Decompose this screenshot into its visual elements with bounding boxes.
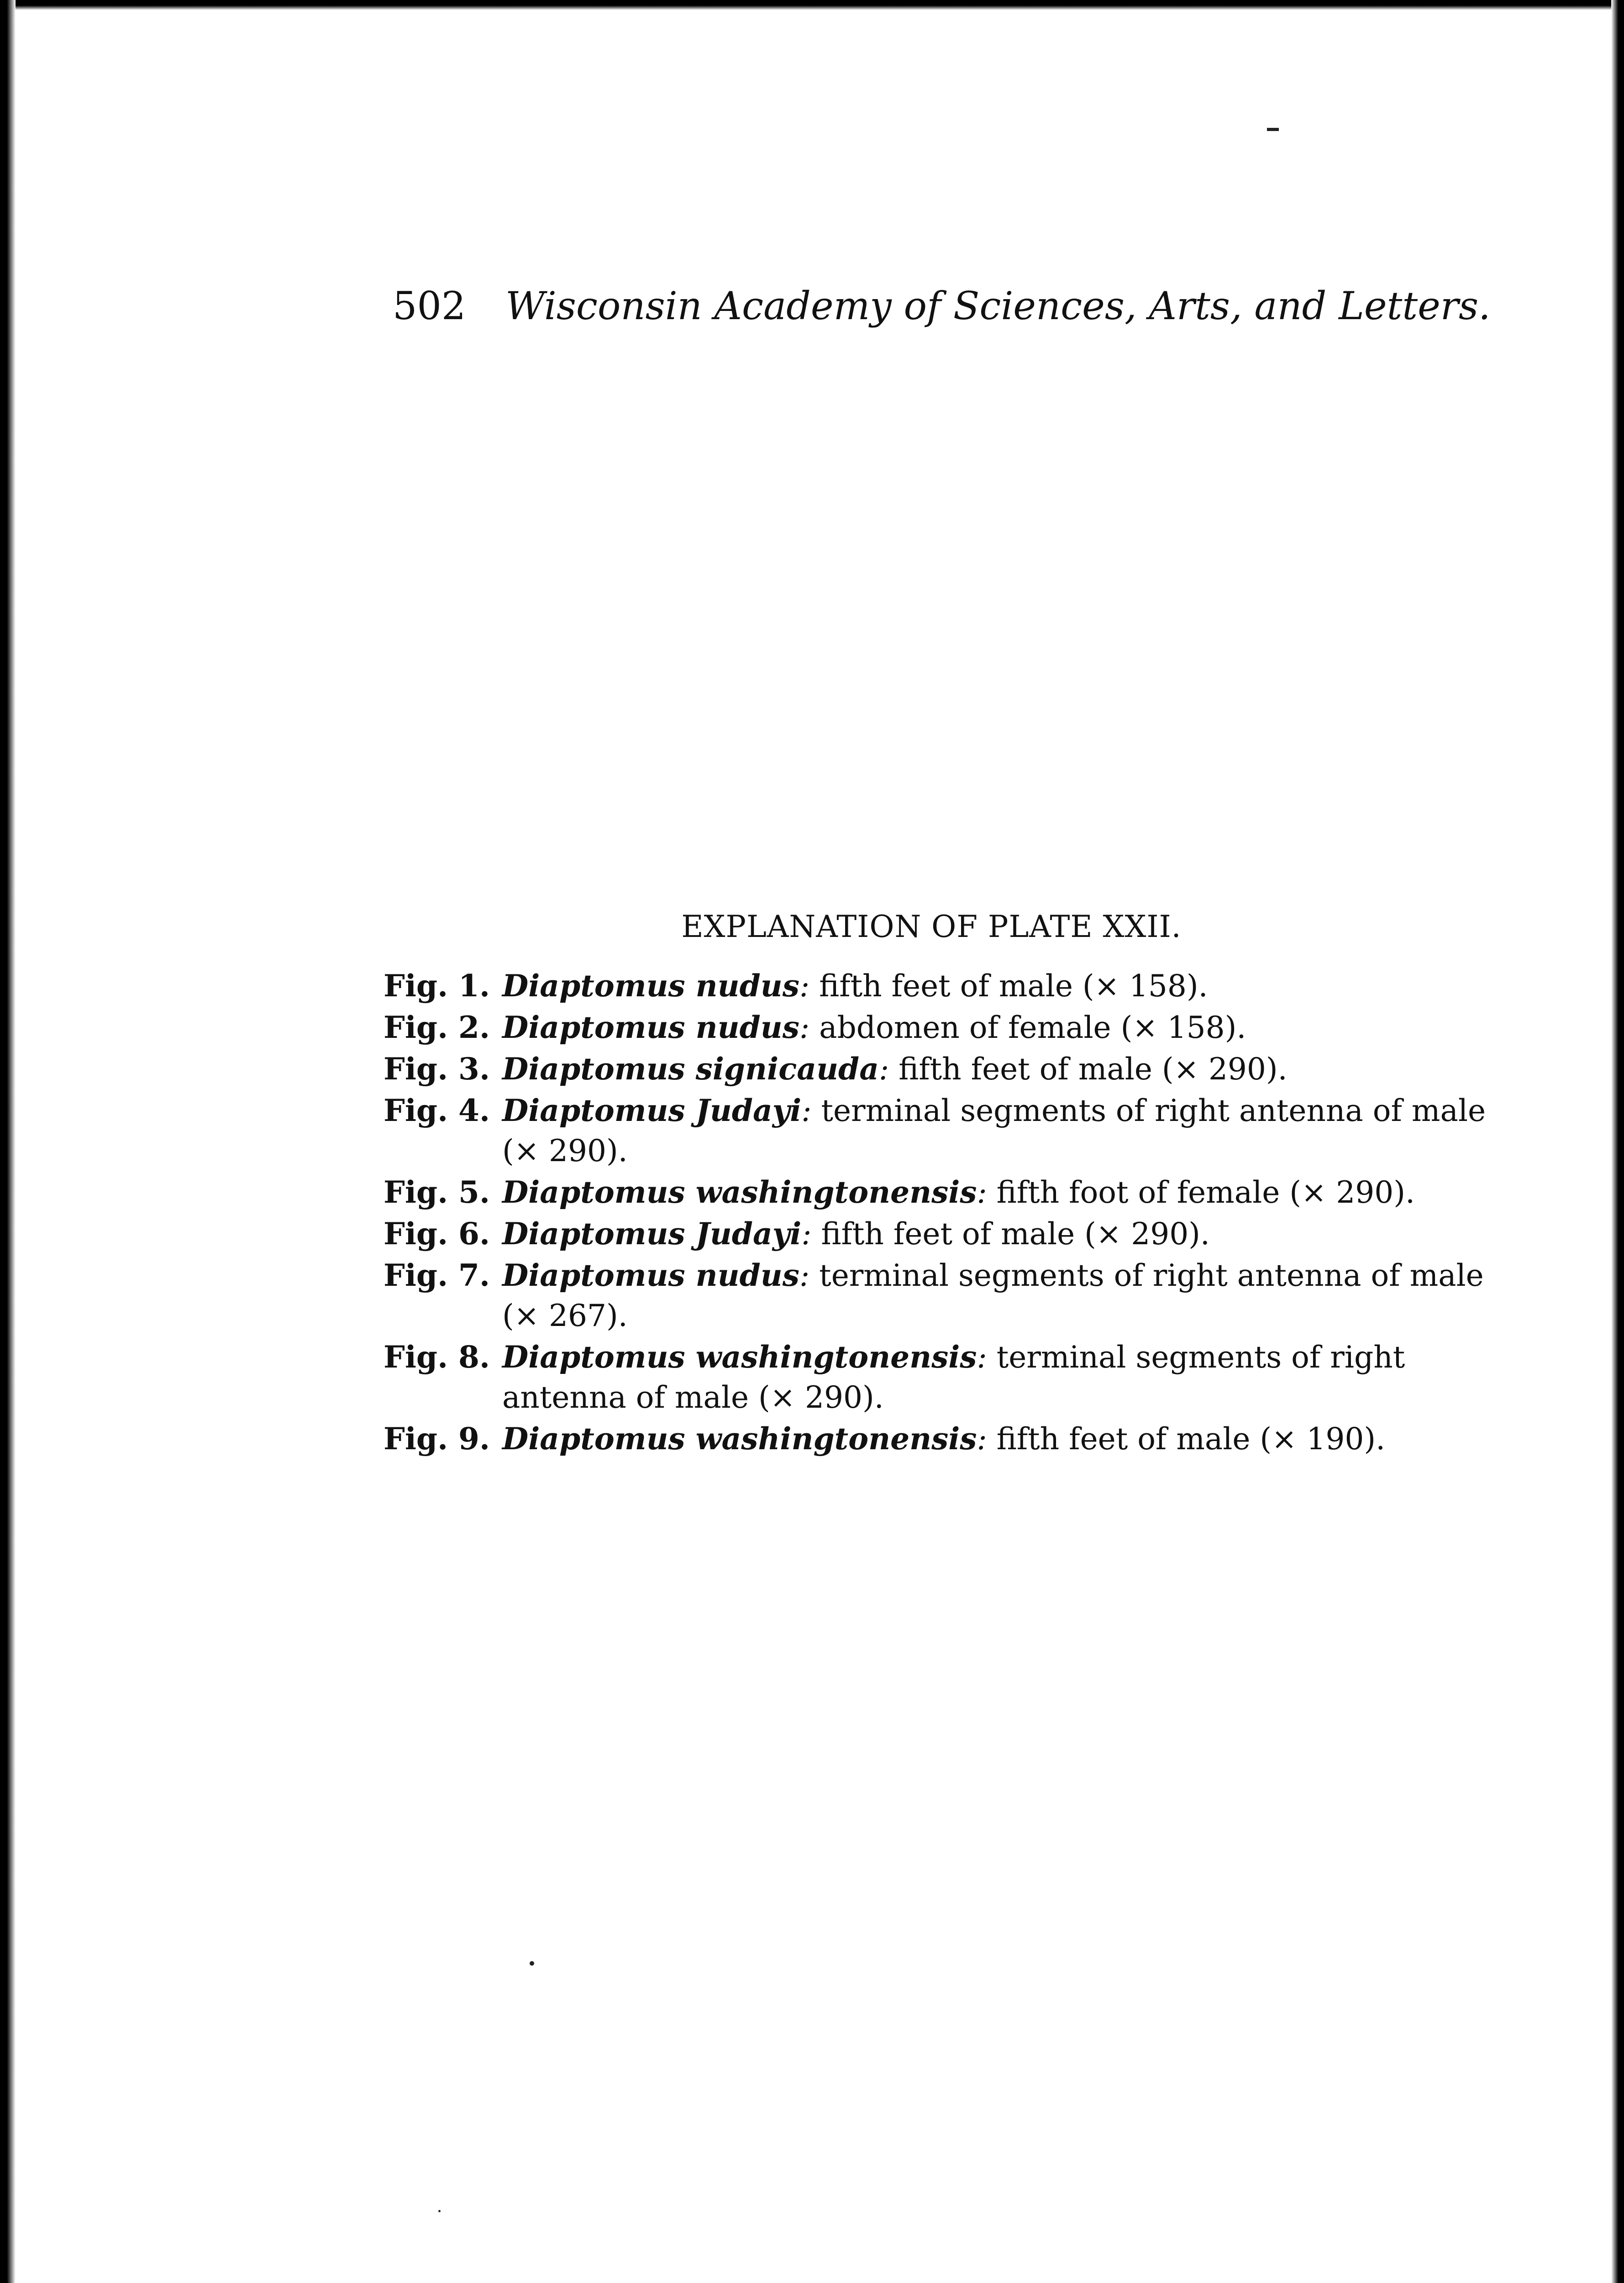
figure-description: terminal segments of right antenna of male (× 290). (502, 1093, 1486, 1168)
figure-description: fifth feet of male (× 290). (821, 1216, 1210, 1252)
scan-edge-left (0, 0, 16, 2283)
species-name: Diaptomus nudus (502, 1257, 799, 1293)
species-name: Diaptomus Judayi (502, 1093, 802, 1128)
figure-description: abdomen of female (× 158). (819, 1010, 1246, 1045)
figure-description: terminal segments of right antenna of male (× 290). (502, 1340, 1405, 1415)
figure-label: Fig. 4. (384, 1093, 490, 1128)
figure-entry: Fig. 3. Diaptomus signicauda: fifth feet of male (× 290). (384, 1049, 1488, 1089)
figure-label: Fig. 8. (384, 1339, 490, 1375)
figure-entry: Fig. 8. Diaptomus washingtonensis: terminal segments of right antenna of male (× 290). (384, 1337, 1488, 1418)
species-name: Diaptomus washingtonensis (502, 1174, 977, 1210)
figure-description: fifth feet of male (× 158). (819, 968, 1208, 1004)
scan-edge-top (0, 0, 1624, 10)
figure-entry: Fig. 6. Diaptomus Judayi: fifth feet of male (× 290). (384, 1214, 1488, 1254)
species-name: Diaptomus washingtonensis (502, 1421, 977, 1457)
scan-speck (530, 1961, 534, 1966)
scan-speck (438, 2210, 441, 2212)
figure-label: Fig. 3. (384, 1051, 490, 1087)
plate-title: EXPLANATION OF PLATE XXII. (681, 909, 1182, 944)
figure-label: Fig. 9. (384, 1421, 490, 1457)
figure-entry: Fig. 5. Diaptomus washingtonensis: fifth foot of female (× 290). (384, 1172, 1488, 1213)
figure-description: fifth feet of male (× 290). (899, 1052, 1288, 1087)
page-number: 502 (393, 284, 466, 328)
figure-label: Fig. 6. (384, 1216, 490, 1252)
figure-legend (384, 966, 1488, 1460)
species-name: Diaptomus Judayi (502, 1216, 802, 1252)
figure-label: Fig. 2. (384, 1010, 490, 1045)
figure-entry: Fig. 2. Diaptomus nudus: abdomen of female (× 158). (384, 1007, 1488, 1048)
running-head (393, 279, 1491, 333)
scan-mark (1267, 128, 1279, 131)
figure-entry: Fig. 9. Diaptomus washingtonensis: fifth feet of male (× 190). (384, 1419, 1488, 1459)
figure-description: terminal segments of right antenna of male (× 267). (502, 1258, 1484, 1333)
figure-description: fifth foot of female (× 290). (996, 1175, 1415, 1210)
scan-edge-right (1611, 0, 1624, 2283)
figure-label: Fig. 1. (384, 968, 490, 1004)
species-name: Diaptomus nudus (502, 1010, 799, 1045)
species-name: Diaptomus washingtonensis (502, 1339, 977, 1375)
species-name: Diaptomus nudus (502, 968, 799, 1004)
figure-label: Fig. 7. (384, 1257, 490, 1293)
species-name: Diaptomus signicauda (502, 1051, 879, 1087)
figure-description: fifth feet of male (× 190). (996, 1421, 1386, 1457)
journal-title: Wisconsin Academy of Sciences, Arts, and Letters. (505, 284, 1491, 328)
figure-label: Fig. 5. (384, 1174, 490, 1210)
figure-entry: Fig. 7. Diaptomus nudus: terminal segments of right antenna of male (× 267). (384, 1255, 1488, 1336)
figure-entry: Fig. 4. Diaptomus Judayi: terminal segments of right antenna of male (× 290). (384, 1090, 1488, 1171)
figure-entry: Fig. 1. Diaptomus nudus: fifth feet of male (× 158). (384, 966, 1488, 1006)
